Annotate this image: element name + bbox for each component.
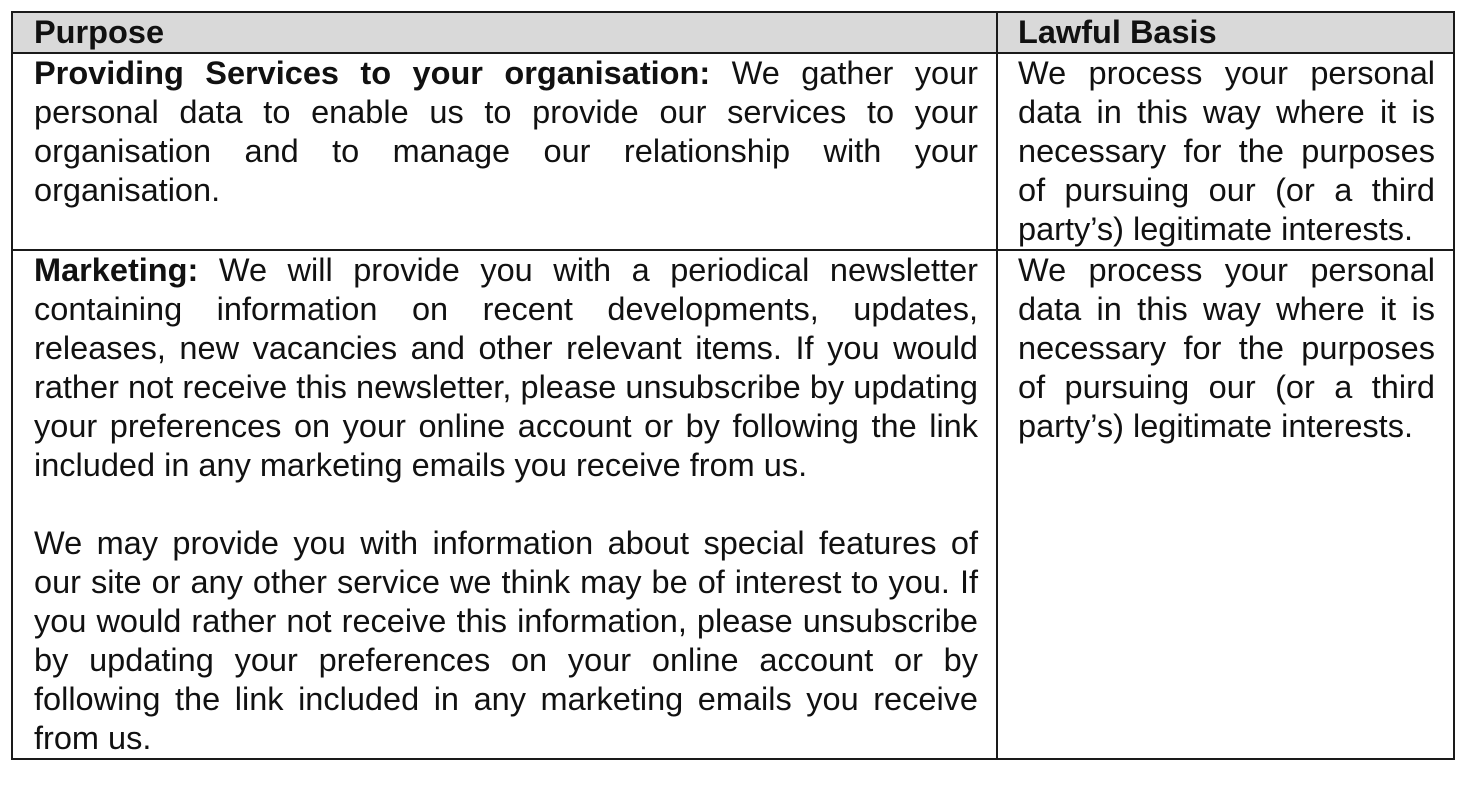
purpose-column-header: Purpose bbox=[12, 12, 997, 53]
purpose-paragraph bbox=[34, 54, 978, 210]
lawful-basis-text: We process your personal data in this way where it is necessary for the purposes of pursuing our (or a third party’s) legitimate interests. bbox=[1018, 252, 1435, 444]
lawful-basis-cell bbox=[997, 53, 1454, 250]
purpose-cell bbox=[12, 250, 997, 759]
table-row bbox=[12, 53, 1454, 250]
purpose-paragraph-secondary: We may provide you with information about special features of our site or any other service we think may be of interest to you. If you would rather not receive this information, please unsubscribe by updating your preferences on your online account or by following the link included in any marketing emails you receive from us. bbox=[34, 525, 978, 756]
purpose-text: We will provide you with a periodical newsletter containing information on recent developments, updates, releases, new vacancies and other relevant items. If you would rather not receive this newsletter, please unsubscribe by updating your preferences on your online account or by following the link included in any marketing emails you receive from us. bbox=[34, 252, 978, 483]
lawful-basis-cell bbox=[997, 250, 1454, 759]
purpose-cell bbox=[12, 53, 997, 250]
purpose-paragraph bbox=[34, 251, 978, 485]
table-body bbox=[12, 53, 1454, 759]
purpose-lead: Providing Services to your organisation: bbox=[34, 55, 711, 91]
table-row bbox=[12, 250, 1454, 759]
lawful-basis-column-header: Lawful Basis bbox=[997, 12, 1454, 53]
header-row bbox=[12, 12, 1454, 53]
purpose-text: We gather your personal data to enable us to provide our services to your organisation and to manage our relationship with your organisation. bbox=[34, 55, 978, 208]
lawful-basis-text: We process your personal data in this way where it is necessary for the purposes of pursuing our (or a third party’s) legitimate interests. bbox=[1018, 55, 1435, 247]
lawful-basis-table bbox=[11, 11, 1455, 760]
table-header bbox=[12, 12, 1454, 53]
purpose-lead: Marketing: bbox=[34, 252, 199, 288]
